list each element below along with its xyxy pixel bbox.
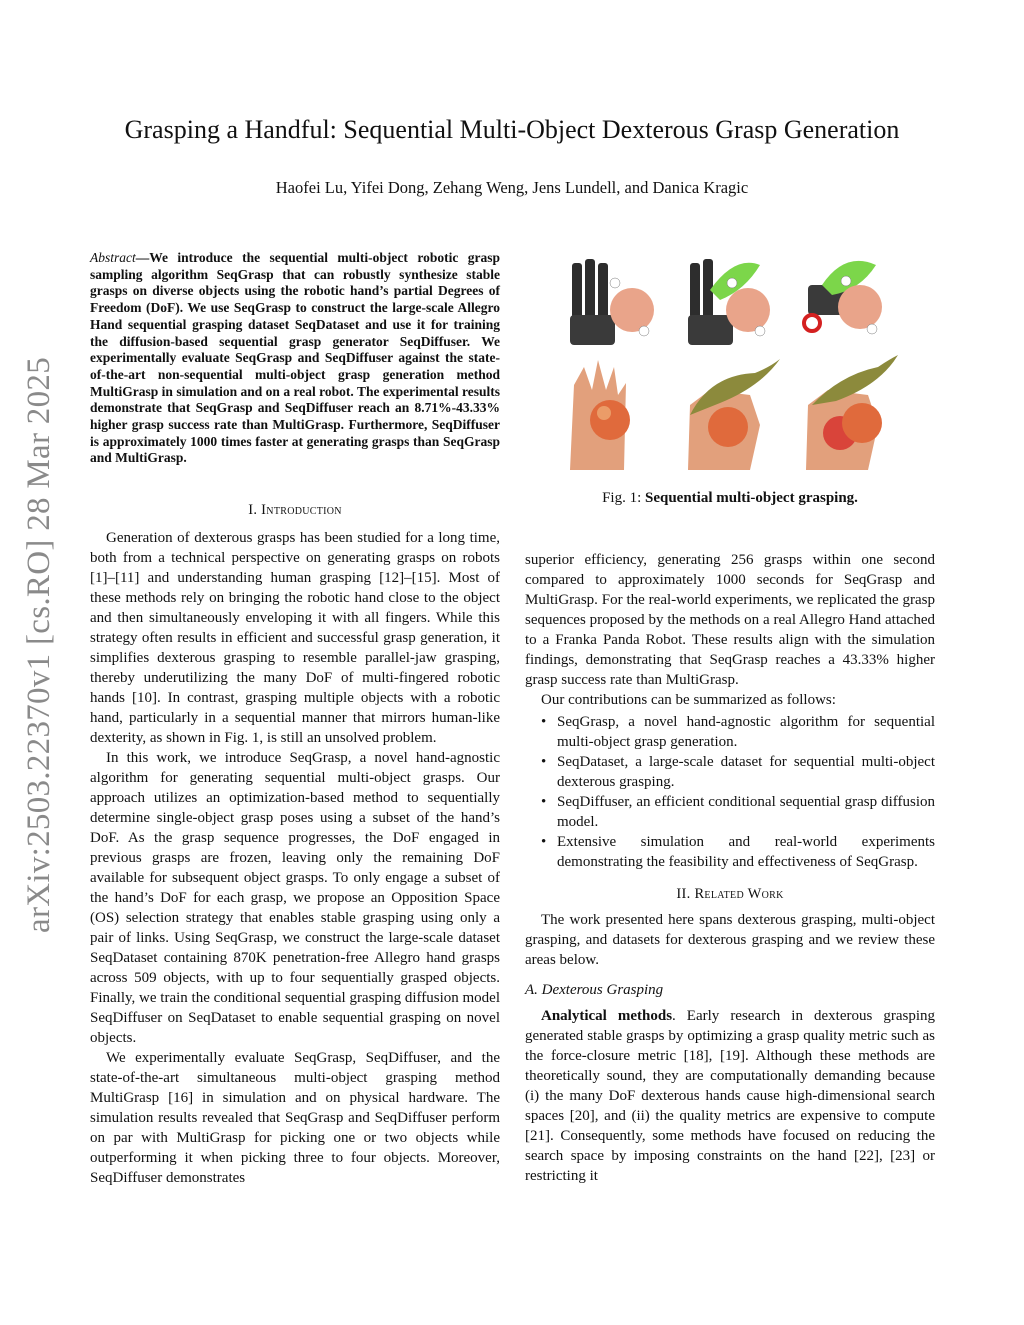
figure-1-caption: [525, 490, 935, 507]
list-item: • SeqDataset, a large-scale dataset for sequential multi-object dexterous grasping.: [541, 752, 935, 792]
analytical-methods-paragraph: [525, 1006, 935, 1186]
abstract: [90, 250, 500, 467]
figure-1-image: [560, 255, 900, 480]
related-work-paragraph-1: The work presented here spans dexterous grasping, multi-object grasping, and datasets for dexterous grasping and we review these areas below.: [525, 912, 935, 968]
contributions-intro: Our contributions can be summarized as follows:: [541, 692, 836, 708]
human-hand-photo-2: [688, 359, 780, 470]
right-column: [525, 550, 935, 1186]
paper-title: Grasping a Handful: Sequential Multi-Object Dexterous Grasp Generation: [124, 115, 900, 144]
analytical-methods-label: Analytical methods: [541, 1008, 673, 1024]
abstract-label: Abstract: [90, 250, 136, 265]
figure-1-label: Fig. 1:: [602, 490, 642, 506]
section-heading-related-work: II. Related Work: [676, 886, 784, 902]
list-item: • SeqDiffuser, an efficient conditional sequential grasp diffusion model.: [541, 792, 935, 832]
intro-paragraph-3-continued: superior efficiency, generating 256 grasps within one second compared to approximately 1000 seconds for SeqGrasp and MultiGrasp. For the real-world experiments, we replicated the grasp sequences proposed by the methods on a real Allegro Hand attached to a Franka Panda Robot. These results align with the simulation findings, demonstrating that SeqGrasp reaches a 43.33% higher grasp success rate than MultiGrasp.: [525, 552, 935, 688]
human-hand-photo-1: [570, 360, 630, 470]
intro-paragraph-2: In this work, we introduce SeqGrasp, a novel hand-agnostic algorithm for generating sequential multi-object grasps. Our approach utilizes an optimization-based method to sequentially determine single-object grasp poses using a subset of the hand’s DoF. As the grasp sequence progresses, the DoF engaged in previous grasps are frozen, leaving only the remaining DoF available for subsequent object grasps. To only engage a subset of the hand’s DoF for each grasp, we propose an Opposition Space (OS) selection strategy that enables stable grasping using only a pair of links. Using SeqGrasp, we construct the large-scale dataset SeqDataset containing 870K penetration-free Allegro hand grasps across 509 objects, with up to four sequentially grasped objects. Finally, we train the conditional sequential grasping diffusion model SeqDiffuser on SeqDataset to enable sequential grasping on novel objects.: [90, 750, 500, 1046]
figure-1-caption-text: Sequential multi-object grasping.: [645, 490, 858, 506]
abstract-text: We introduce the sequential multi-object robotic grasp sampling algorithm SeqGrasp that can robustly synthesize stable grasps on diverse objects using the robotic hand’s partial Degrees of Freedom (DoF). We use SeqGrasp to construct the large-scale Allegro Hand sequential grasping dataset SeqDataset and use it for training the diffusion-based sequential grasp generator SeqDiffuser. We experimentally evaluate SeqGrasp and SeqDiffuser against the state-of-the-art non-sequential multi-object grasp generation method MultiGrasp in simulation and on a real robot. The experimental results demonstrate that SeqGrasp and SeqDiffuser reach an 8.71%-43.33% higher grasp success rate than MultiGrasp. Furthermore, SeqDiffuser is approximately 1000 times faster at generating grasps than SeqGrasp and MultiGrasp.: [90, 250, 500, 466]
analytical-methods-text: . Early research in dexterous grasping generated stable grasps by optimizing a grasp quality metric such as the force-closure metric [18], [19]. Although these methods are theoretically sound, they are computationally demanding because (i) the many DoF dexterous hands cause high-dimensional search spaces [20], and (ii) the quality metrics are expensive to compute [21]. Consequently, some methods have focused on reducing the search space by imposing constraints on the hand [22], [23] or restricting it: [525, 1008, 935, 1184]
list-item: • SeqGrasp, a novel hand-agnostic algorithm for sequential multi-object grasp generation.: [541, 712, 935, 752]
left-column: [90, 500, 500, 1188]
arxiv-stamp: arXiv:2503.22370v1 [cs.RO] 28 Mar 2025: [20, 357, 57, 933]
author-list: Haofei Lu, Yifei Dong, Zehang Weng, Jens Lundell, and Danica Kragic: [275, 178, 749, 197]
robot-hand-render-2: [688, 259, 770, 345]
abstract-dash: —: [135, 250, 150, 265]
section-heading-introduction: I. Introduction: [248, 502, 342, 518]
robot-hand-render-1: [570, 259, 654, 345]
subsection-heading-dexterous-grasping: A. Dexterous Grasping: [525, 982, 664, 998]
human-hand-photo-3: [806, 355, 898, 470]
intro-paragraph-1: Generation of dexterous grasps has been studied for a long time, both from a technical perspective on generating grasps on robots [1]–[11] and understanding human grasping [12]–[15]. Most of these methods rely on bringing the robotic hand close to the object and then simultaneously enveloping it with all fingers. While this strategy often results in efficient and successful grasp generation, it simplifies dexterous grasping to resemble parallel-jaw grasping, thereby underutilizing the many DoF of multi-fingered robotic hands [10]. In contrast, grasping multiple objects with a robotic hand, particularly in a sequential manner that mirrors human-like dexterity, as shown in Fig. 1, is still an unsolved problem.: [90, 530, 500, 746]
robot-hand-render-3: [804, 261, 882, 334]
list-item: • Extensive simulation and real-world experiments demonstrating the feasibility and effectiveness of SeqGrasp.: [541, 832, 935, 872]
intro-paragraph-3: We experimentally evaluate SeqGrasp, SeqDiffuser, and the state-of-the-art simultaneous multi-object grasping method MultiGrasp [16] in simulation and on physical hardware. The simulation results revealed that SeqGrasp and SeqDiffuser perform on par with MultiGrasp for picking one or two objects while outperforming it when picking three to four objects. Moreover, SeqDiffuser demonstrates: [90, 1050, 500, 1186]
contributions-list: [525, 712, 935, 872]
